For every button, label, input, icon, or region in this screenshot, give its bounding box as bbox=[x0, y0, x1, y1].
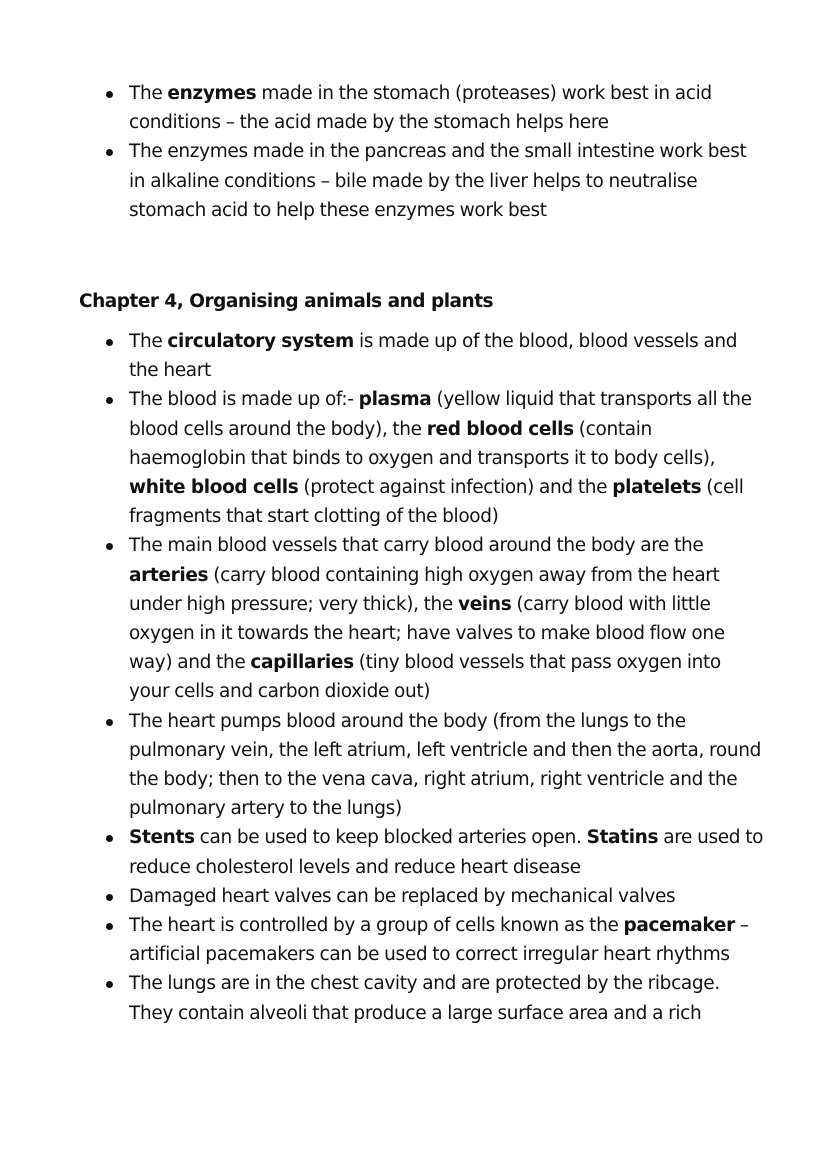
text: Damaged heart valves can be replaced by mechanical valves bbox=[129, 885, 676, 907]
chapter-4-list bbox=[105, 327, 765, 1028]
bullet-icon bbox=[106, 397, 113, 404]
keyword: enzymes bbox=[167, 83, 257, 104]
text: is made up of the blood, blood vessels and the heart bbox=[129, 331, 738, 382]
text: The heart pumps blood around the body (from the lungs to the pulmonary vein, the left atrium, left ventricle and then the aorta, round the body; then to the vena cava, right atrium, right ventricle and the pulmonary artery to the lungs) bbox=[129, 710, 761, 820]
list-item bbox=[105, 327, 765, 385]
list-item bbox=[105, 385, 765, 531]
keyword: Statins bbox=[586, 827, 659, 849]
keyword: circulatory system bbox=[167, 331, 354, 352]
keyword: veins bbox=[458, 593, 512, 615]
list-item bbox=[105, 707, 765, 824]
text: The bbox=[129, 331, 168, 352]
text: The blood is made up of:- bbox=[129, 389, 359, 411]
bullet-icon bbox=[106, 894, 113, 901]
chapter-heading: Chapter 4, Organising animals and plants bbox=[79, 291, 494, 312]
text: (tiny blood vessels that pass oxygen into your cells and carbon dioxide out) bbox=[129, 652, 721, 703]
text: The lungs are in the chest cavity and are protected by the ribcage. They contain alveoli that produce a large surface area and a rich bbox=[129, 973, 720, 1024]
list-item bbox=[105, 911, 765, 969]
keyword: plasma bbox=[358, 389, 432, 411]
bullet-icon bbox=[106, 719, 113, 726]
text: The bbox=[129, 83, 168, 104]
text: (protect against infection) and the bbox=[298, 477, 613, 499]
list-item bbox=[105, 823, 765, 881]
bullet-icon bbox=[106, 835, 113, 842]
list-item bbox=[105, 882, 765, 911]
text: (carry blood with little oxygen in it towards the heart; have valves to make blood flow one way) and the bbox=[129, 593, 725, 674]
text: (yellow liquid that transports all the blood cells around the body), the bbox=[129, 389, 752, 440]
list-item bbox=[105, 79, 765, 137]
list-item bbox=[105, 137, 765, 225]
keyword: pacemaker bbox=[623, 915, 735, 937]
list-item bbox=[105, 969, 765, 1027]
text: – artificial pacemakers can be used to correct irregular heart rhythms bbox=[129, 915, 749, 966]
text: (cell fragments that start clotting of the blood) bbox=[129, 477, 744, 528]
bullet-icon bbox=[106, 91, 113, 98]
bullet-icon bbox=[106, 149, 113, 156]
list-item bbox=[105, 531, 765, 706]
text: can be used to keep blocked arteries open. bbox=[194, 827, 587, 849]
text: The enzymes made in the pancreas and the small intestine work best in alkaline conditions – bile made by the liver helps to neutralise stomach acid to help these enzymes work best bbox=[129, 141, 747, 221]
keyword: Stents bbox=[129, 827, 195, 849]
text: (contain haemoglobin that binds to oxygen and transports it to body cells), bbox=[129, 418, 716, 469]
keyword: white blood cells bbox=[129, 477, 299, 499]
bullet-icon bbox=[106, 339, 113, 346]
keyword: red blood cells bbox=[426, 418, 574, 440]
keyword: platelets bbox=[612, 477, 702, 499]
digestion-enzymes-list bbox=[105, 79, 765, 225]
keyword: arteries bbox=[129, 564, 209, 586]
bullet-icon bbox=[106, 543, 113, 550]
text: (carry blood containing high oxygen away from the heart under high pressure; very thick), the bbox=[129, 564, 720, 615]
text: The heart is controlled by a group of cells known as the bbox=[129, 915, 624, 937]
text: made in the stomach (proteases) work best in acid conditions – the acid made by the stomach helps here bbox=[129, 83, 712, 134]
text: are used to reduce cholesterol levels and reduce heart disease bbox=[129, 827, 764, 878]
text: The main blood vessels that carry blood around the body are the bbox=[129, 535, 704, 557]
bullet-icon bbox=[106, 923, 113, 930]
keyword: capillaries bbox=[250, 652, 354, 674]
bullet-icon bbox=[106, 981, 113, 988]
